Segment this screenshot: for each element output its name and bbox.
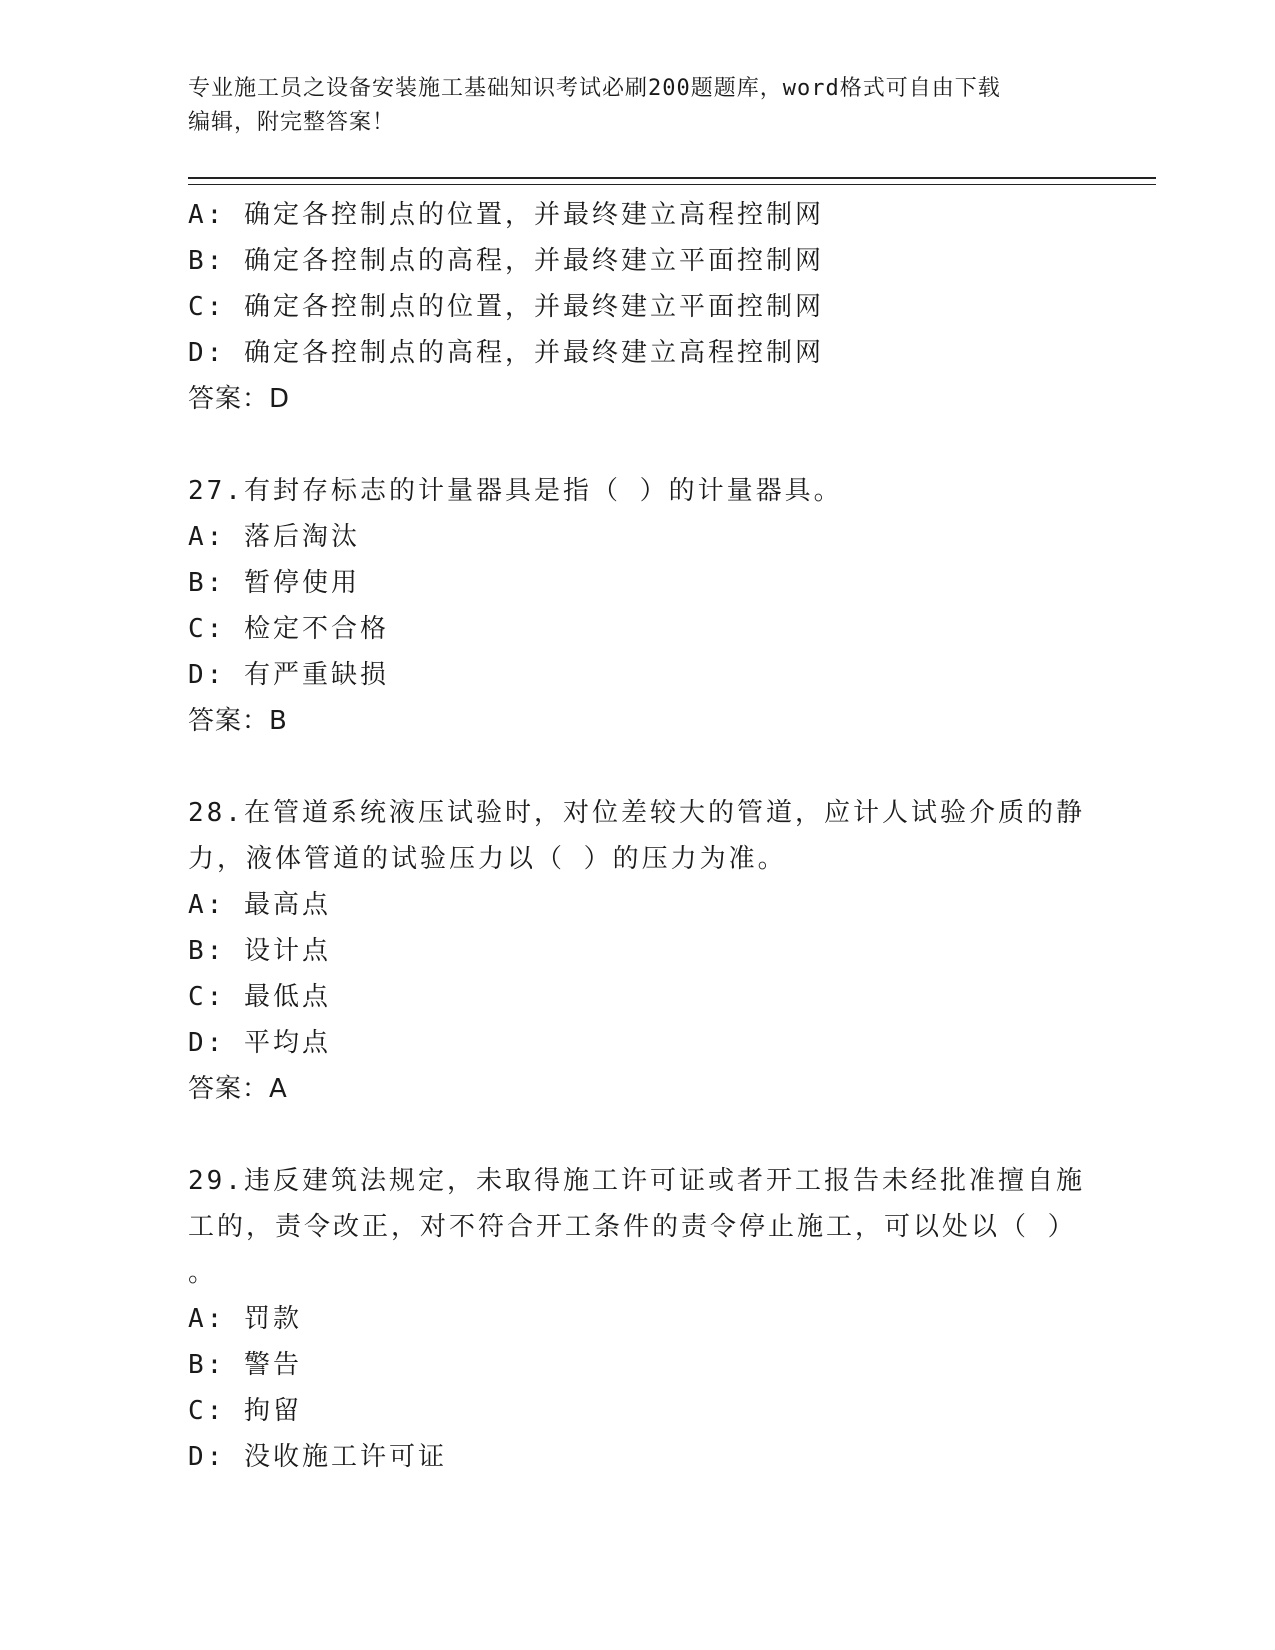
option-d: D: 平均点 bbox=[188, 1028, 331, 1058]
document-header bbox=[188, 72, 1088, 140]
header-divider-thin bbox=[188, 184, 1156, 185]
option-c: C: 检定不合格 bbox=[188, 614, 389, 644]
answer: 答案：A bbox=[188, 1074, 288, 1104]
question-29 bbox=[188, 1158, 1088, 1480]
option-c: C: 拘留 bbox=[188, 1396, 302, 1426]
header-title-line-2: 编辑，附完整答案！ bbox=[188, 110, 396, 135]
question-26 bbox=[188, 192, 1088, 422]
option-b: B: 设计点 bbox=[188, 936, 331, 966]
option-a: A: 确定各控制点的位置，并最终建立高程控制网 bbox=[188, 200, 824, 230]
question-stem-line-2: 力，液体管道的试验压力以（ ）的压力为准。 bbox=[188, 844, 787, 874]
option-c: C: 确定各控制点的位置，并最终建立平面控制网 bbox=[188, 292, 824, 322]
answer: 答案：B bbox=[188, 706, 288, 736]
spacer bbox=[188, 1112, 1088, 1158]
option-c: C: 最低点 bbox=[188, 982, 331, 1012]
option-b: B: 暂停使用 bbox=[188, 568, 360, 598]
question-28 bbox=[188, 790, 1088, 1112]
header-title-line-1: 专业施工员之设备安装施工基础知识考试必刷200题题库，word格式可自由下载 bbox=[188, 76, 1001, 101]
option-b: B: 警告 bbox=[188, 1350, 302, 1380]
question-stem-line-1: 29.违反建筑法规定，未取得施工许可证或者开工报告未经批准擅自施 bbox=[188, 1166, 1085, 1196]
question-stem-line-1: 28.在管道系统液压试验时，对位差较大的管道，应计人试验介质的静 bbox=[188, 798, 1085, 828]
spacer bbox=[188, 744, 1088, 790]
option-a: A: 落后淘汰 bbox=[188, 522, 360, 552]
option-b: B: 确定各控制点的高程，并最终建立平面控制网 bbox=[188, 246, 824, 276]
option-a: A: 罚款 bbox=[188, 1304, 302, 1334]
question-stem: 27.有封存标志的计量器具是指（ ）的计量器具。 bbox=[188, 476, 843, 506]
question-list bbox=[188, 192, 1088, 1480]
question-stem-line-3: 。 bbox=[188, 1258, 218, 1288]
answer: 答案：D bbox=[188, 384, 291, 414]
spacer bbox=[188, 422, 1088, 468]
question-stem-line-2: 工的，责令改正，对不符合开工条件的责令停止施工，可以处以（ ） bbox=[188, 1212, 1077, 1242]
question-27 bbox=[188, 468, 1088, 744]
option-d: D: 确定各控制点的高程，并最终建立高程控制网 bbox=[188, 338, 824, 368]
option-d: D: 没收施工许可证 bbox=[188, 1442, 447, 1472]
option-a: A: 最高点 bbox=[188, 890, 331, 920]
header-divider-thick bbox=[188, 177, 1156, 179]
option-d: D: 有严重缺损 bbox=[188, 660, 389, 690]
